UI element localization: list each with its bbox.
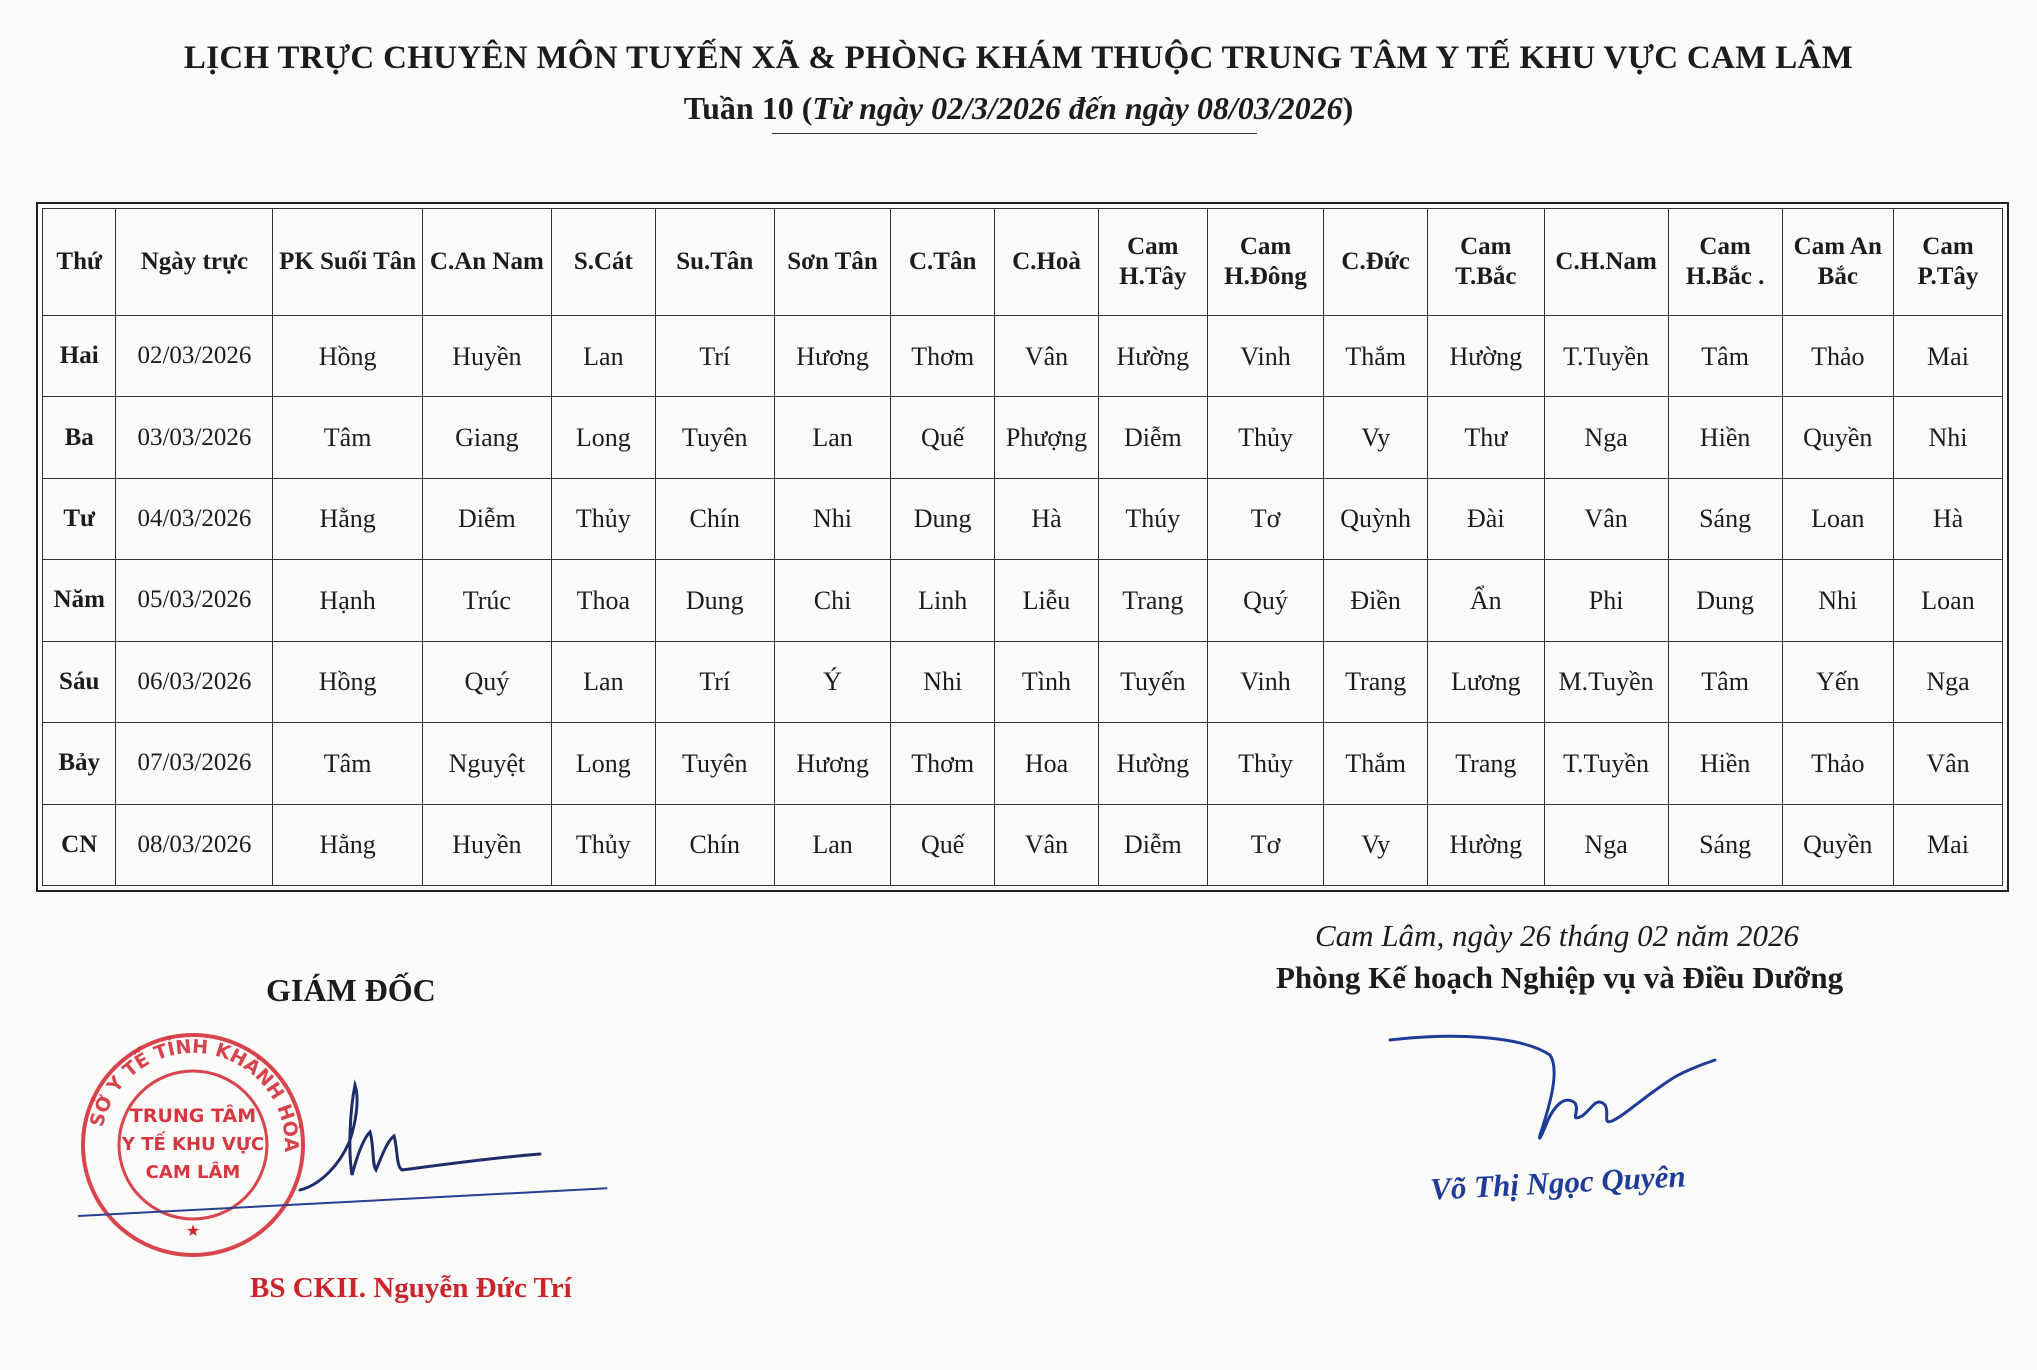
staff-cell: Giang (422, 397, 551, 478)
week-label: Tuần 10 ( (683, 90, 813, 126)
staff-cell: Long (551, 723, 655, 804)
director-title: GIÁM ĐỐC (266, 972, 436, 1008)
staff-cell: Thủy (1207, 397, 1323, 478)
stamp-line-2: Y TẾ KHU VỰC (121, 1134, 265, 1155)
place-date: Cam Lâm, ngày 26 tháng 02 năm 2026 (1315, 918, 1799, 953)
staff-cell: Thủy (551, 478, 655, 559)
staff-cell: Hường (1098, 316, 1207, 397)
table-row (43, 723, 2003, 804)
date-cell: 02/03/2026 (116, 316, 273, 397)
staff-cell: Hạnh (273, 560, 422, 641)
staff-cell: Thơm (891, 723, 995, 804)
staff-cell: Thư (1428, 397, 1544, 478)
staff-cell: Nhi (1893, 397, 2002, 478)
director-name: BS CKII. Nguyễn Đức Trí (250, 1272, 572, 1304)
staff-cell: Thúy (1098, 478, 1207, 559)
staff-cell: Tơ (1207, 804, 1323, 885)
column-header: Cam P.Tây (1893, 209, 2002, 316)
staff-cell: Nga (1544, 804, 1668, 885)
date-cell: 04/03/2026 (116, 478, 273, 559)
staff-cell: Tâm (273, 397, 422, 478)
staff-cell: Tình (995, 641, 1099, 722)
column-header: C.Hoà (995, 209, 1099, 316)
staff-cell: Chín (655, 804, 774, 885)
date-cell: 03/03/2026 (116, 397, 273, 478)
column-header: C.Đức (1324, 209, 1428, 316)
table-row (43, 397, 2003, 478)
table-row (43, 316, 2003, 397)
staff-cell: Liễu (995, 560, 1099, 641)
staff-cell: M.Tuyền (1544, 641, 1668, 722)
staff-cell: Quý (1207, 560, 1323, 641)
table-row (43, 804, 2003, 885)
staff-cell: Tâm (1668, 641, 1782, 722)
staff-cell: Thảo (1782, 723, 1893, 804)
stamp-star-icon: ★ (185, 1221, 201, 1240)
staff-cell: Ý (774, 641, 890, 722)
stamp-line-1: TRUNG TÂM (129, 1105, 257, 1127)
staff-cell: Nhi (1782, 560, 1893, 641)
staff-cell: Điền (1324, 560, 1428, 641)
staff-cell: T.Tuyền (1544, 316, 1668, 397)
staff-cell: Yến (1782, 641, 1893, 722)
staff-cell: Sáng (1668, 804, 1782, 885)
week-close: ) (1342, 90, 1354, 126)
staff-cell: Thủy (1207, 723, 1323, 804)
duty-schedule-table (42, 208, 2003, 886)
column-header: PK Suối Tân (273, 209, 422, 316)
staff-cell: Quyền (1782, 804, 1893, 885)
staff-cell: Tâm (1668, 316, 1782, 397)
official-stamp (78, 1030, 308, 1260)
date-cell: 05/03/2026 (116, 560, 273, 641)
staff-cell: Hằng (273, 478, 422, 559)
staff-cell: Dung (891, 478, 995, 559)
staff-cell: Chi (774, 560, 890, 641)
staff-cell: Nhi (774, 478, 890, 559)
signer-name: Võ Thị Ngọc Quyên (1429, 1158, 1687, 1207)
staff-cell: Hiền (1668, 723, 1782, 804)
column-header: Cam An Bắc (1782, 209, 1893, 316)
staff-cell: Tâm (273, 723, 422, 804)
subtitle-underline (772, 133, 1257, 134)
staff-cell: Tuyến (1098, 641, 1207, 722)
staff-cell: Thơm (891, 316, 995, 397)
staff-cell: Hương (774, 723, 890, 804)
staff-cell: Hoa (995, 723, 1099, 804)
staff-cell: Vinh (1207, 641, 1323, 722)
staff-cell: Quế (891, 804, 995, 885)
staff-cell: Trang (1098, 560, 1207, 641)
staff-cell: Diễm (1098, 397, 1207, 478)
staff-cell: Vân (1893, 723, 2002, 804)
staff-cell: Nga (1893, 641, 2002, 722)
staff-cell: Hường (1098, 723, 1207, 804)
staff-cell: Linh (891, 560, 995, 641)
date-cell: 08/03/2026 (116, 804, 273, 885)
staff-cell: Quỳnh (1324, 478, 1428, 559)
date-cell: 07/03/2026 (116, 723, 273, 804)
column-header: Cam H.Đông (1207, 209, 1323, 316)
column-header: Cam H.Bắc . (1668, 209, 1782, 316)
staff-cell: Nhi (891, 641, 995, 722)
week-range: Từ ngày 02/3/2026 đến ngày 08/03/2026 (812, 90, 1343, 126)
staff-cell: Diễm (422, 478, 551, 559)
staff-cell: Quý (422, 641, 551, 722)
staff-cell: Vân (995, 316, 1099, 397)
staff-cell: Hà (1893, 478, 2002, 559)
staff-cell: Thoa (551, 560, 655, 641)
weekday-cell: Sáu (43, 641, 116, 722)
table-row (43, 641, 2003, 722)
staff-cell: T.Tuyền (1544, 723, 1668, 804)
staff-cell: Trí (655, 316, 774, 397)
staff-cell: Loan (1782, 478, 1893, 559)
column-header: Thứ (43, 209, 116, 316)
staff-cell: Quyền (1782, 397, 1893, 478)
director-signature (290, 1070, 550, 1210)
column-header: C.H.Nam (1544, 209, 1668, 316)
column-header: C.An Nam (422, 209, 551, 316)
duty-schedule-table-frame (36, 202, 2009, 892)
staff-cell: Nga (1544, 397, 1668, 478)
staff-cell: Thảo (1782, 316, 1893, 397)
staff-cell: Lan (774, 397, 890, 478)
staff-cell: Phi (1544, 560, 1668, 641)
stamp-outer-text: SỞ Y TẾ TỈNH KHÁNH HÒA (85, 1035, 303, 1153)
staff-cell: Thủy (551, 804, 655, 885)
weekday-cell: Ba (43, 397, 116, 478)
staff-cell: Lan (551, 641, 655, 722)
staff-cell: Vân (1544, 478, 1668, 559)
column-header: Su.Tân (655, 209, 774, 316)
staff-cell: Huyền (422, 804, 551, 885)
staff-cell: Phượng (995, 397, 1099, 478)
staff-cell: Vinh (1207, 316, 1323, 397)
staff-cell: Hồng (273, 641, 422, 722)
staff-cell: Nguyệt (422, 723, 551, 804)
column-header: Cam T.Bắc (1428, 209, 1544, 316)
staff-cell: Trang (1324, 641, 1428, 722)
table-row (43, 560, 2003, 641)
staff-cell: Vân (995, 804, 1099, 885)
staff-cell: Hường (1428, 804, 1544, 885)
staff-cell: Tơ (1207, 478, 1323, 559)
staff-cell: Đài (1428, 478, 1544, 559)
table-row (43, 478, 2003, 559)
department-name: Phòng Kế hoạch Nghiệp vụ và Điều Dưỡng (1276, 960, 1844, 995)
staff-cell: Long (551, 397, 655, 478)
staff-cell: Hà (995, 478, 1099, 559)
staff-cell: Thắm (1324, 316, 1428, 397)
staff-cell: Sáng (1668, 478, 1782, 559)
column-header: C.Tân (891, 209, 995, 316)
weekday-cell: Tư (43, 478, 116, 559)
staff-cell: Tuyên (655, 723, 774, 804)
weekday-cell: Bảy (43, 723, 116, 804)
department-signature (1380, 1025, 1720, 1175)
stamp-line-3: CAM LÂM (145, 1162, 241, 1183)
column-header: Sơn Tân (774, 209, 890, 316)
table-header-row (43, 209, 2003, 316)
staff-cell: Vy (1324, 397, 1428, 478)
staff-cell: Trúc (422, 560, 551, 641)
staff-cell: Vy (1324, 804, 1428, 885)
staff-cell: Hồng (273, 316, 422, 397)
staff-cell: Mai (1893, 316, 2002, 397)
staff-cell: Hường (1428, 316, 1544, 397)
column-header: Ngày trực (116, 209, 273, 316)
staff-cell: Loan (1893, 560, 2002, 641)
week-subtitle (0, 90, 2037, 127)
staff-cell: Tuyên (655, 397, 774, 478)
staff-cell: Lương (1428, 641, 1544, 722)
staff-cell: Hằng (273, 804, 422, 885)
staff-cell: Diễm (1098, 804, 1207, 885)
staff-cell: Mai (1893, 804, 2002, 885)
staff-cell: Trí (655, 641, 774, 722)
column-header: S.Cát (551, 209, 655, 316)
staff-cell: Thắm (1324, 723, 1428, 804)
staff-cell: Trang (1428, 723, 1544, 804)
staff-cell: Huyền (422, 316, 551, 397)
weekday-cell: Hai (43, 316, 116, 397)
date-cell: 06/03/2026 (116, 641, 273, 722)
document-title: LỊCH TRỰC CHUYÊN MÔN TUYẾN XÃ & PHÒNG KHÁM THUỘC TRUNG TÂM Y TẾ KHU VỰC CAM LÂM (183, 40, 1854, 76)
column-header: Cam H.Tây (1098, 209, 1207, 316)
staff-cell: Hiền (1668, 397, 1782, 478)
staff-cell: Lan (551, 316, 655, 397)
weekday-cell: Năm (43, 560, 116, 641)
weekday-cell: CN (43, 804, 116, 885)
staff-cell: Hương (774, 316, 890, 397)
staff-cell: Dung (1668, 560, 1782, 641)
staff-cell: Lan (774, 804, 890, 885)
staff-cell: Dung (655, 560, 774, 641)
staff-cell: Chín (655, 478, 774, 559)
staff-cell: Ẩn (1428, 560, 1544, 641)
staff-cell: Quế (891, 397, 995, 478)
